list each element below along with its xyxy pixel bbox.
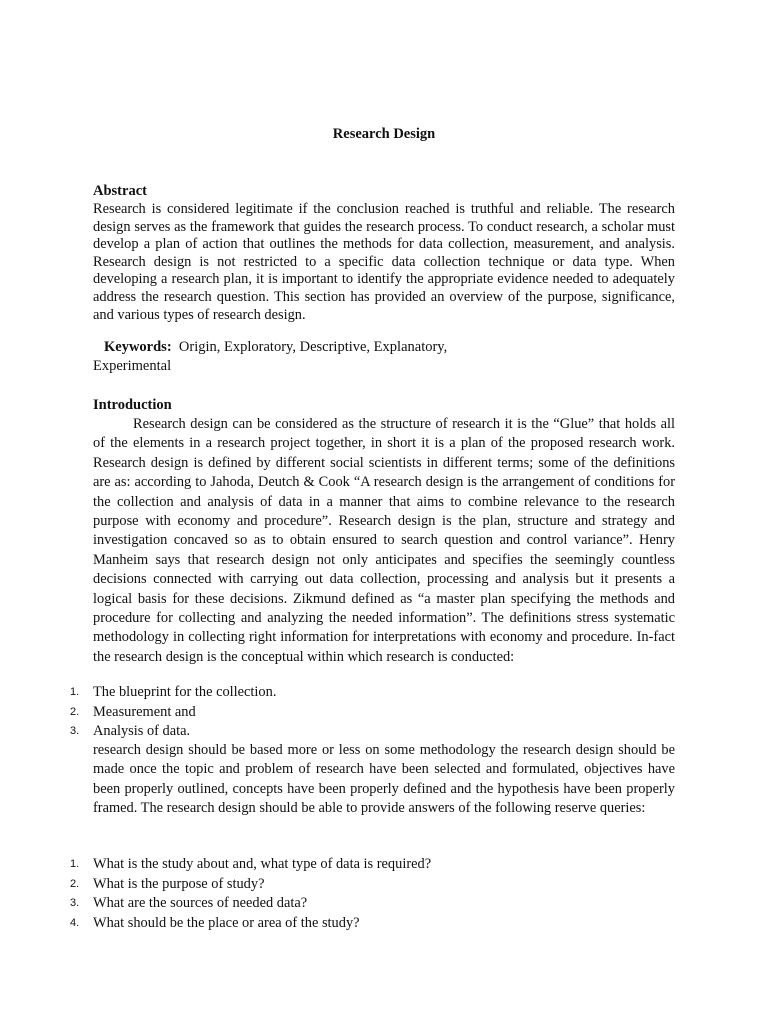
document-title: Research Design (332, 126, 436, 142)
abstract-section (93, 182, 675, 324)
keywords-continued: Experimental (93, 358, 172, 374)
abstract-body: Research is considered legitimate if the conclusion reached is truthful and reliable. The research design serves as the framework that guides the research process. To conduct research, a scholar must develop a plan of action that outlines the methods for data collection, measurement, and analysis. Research design is not restricted to a specific data collection technique or data type. When developing a research plan, it is important to identify the appropriate evidence needed to adequately address the research question. This section has provided an overview of the purpose, significance, and various types of research design. (93, 201, 675, 323)
blueprint-list (0, 683, 700, 742)
list-item: 3. What are the sources of needed data? (70, 895, 308, 912)
queries-list (0, 855, 700, 933)
abstract-heading: Abstract (93, 183, 147, 199)
introduction-section (93, 396, 675, 667)
keywords-values: Origin, Exploratory, Descriptive, Explanatory, (178, 339, 448, 355)
keywords-section (93, 338, 675, 376)
list-item: 4. What should be the place or area of the study? (70, 914, 360, 931)
list-item: 3. Analysis of data. (70, 723, 191, 740)
keywords-line (93, 338, 675, 357)
list-item: 2. Measurement and (70, 703, 196, 720)
keywords-label: Keywords: (104, 339, 172, 355)
list-item: 1. The blueprint for the collection. (70, 684, 277, 700)
introduction-body: Research design can be considered as the structure of research it is the “Glue” that holds all of the elements in a research project together, in short it is a plan of the proposed research work. Research design is defined by different social scientists in different terms; some of the definitions are as: according to Jahoda, Deutch & Cook “A research design is the arrangement of conditions for the collection and analysis of data in a manner that aims to combine relevance to the research purpose with economy and procedure”. Research design is the plan, structure and strategy and investigation concaved so as to obtain ensured to search question and control variance”. Henry Manheim says that research design not only anticipates and specifies the seemingly countless decisions connected with carrying out data collection, processing and analysis but it presents a logical basis for these decisions. Zikmund defined as “a master plan specifying the methods and procedure for collecting and analyzing the needed information”. The definitions stress systematic methodology in collecting right information for interpretations with economy and procedure. In-fact the research design is the conceptual within which research is conducted: (93, 416, 675, 665)
list-item: 1. What is the study about and, what type of data is required? (70, 856, 432, 872)
introduction-heading: Introduction (93, 397, 172, 413)
list-item: 2. What is the purpose of study? (70, 875, 265, 892)
design-paragraph-text: research design should be based more or less on some methodology the research design should be made once the topic and problem of research have been selected and formulated, objectives have been properly outlined, concepts have been properly defined and the hypothesis have been properly framed. The research design should be able to provide answers of the following reserve queries: (93, 742, 675, 817)
design-paragraph (93, 741, 675, 819)
